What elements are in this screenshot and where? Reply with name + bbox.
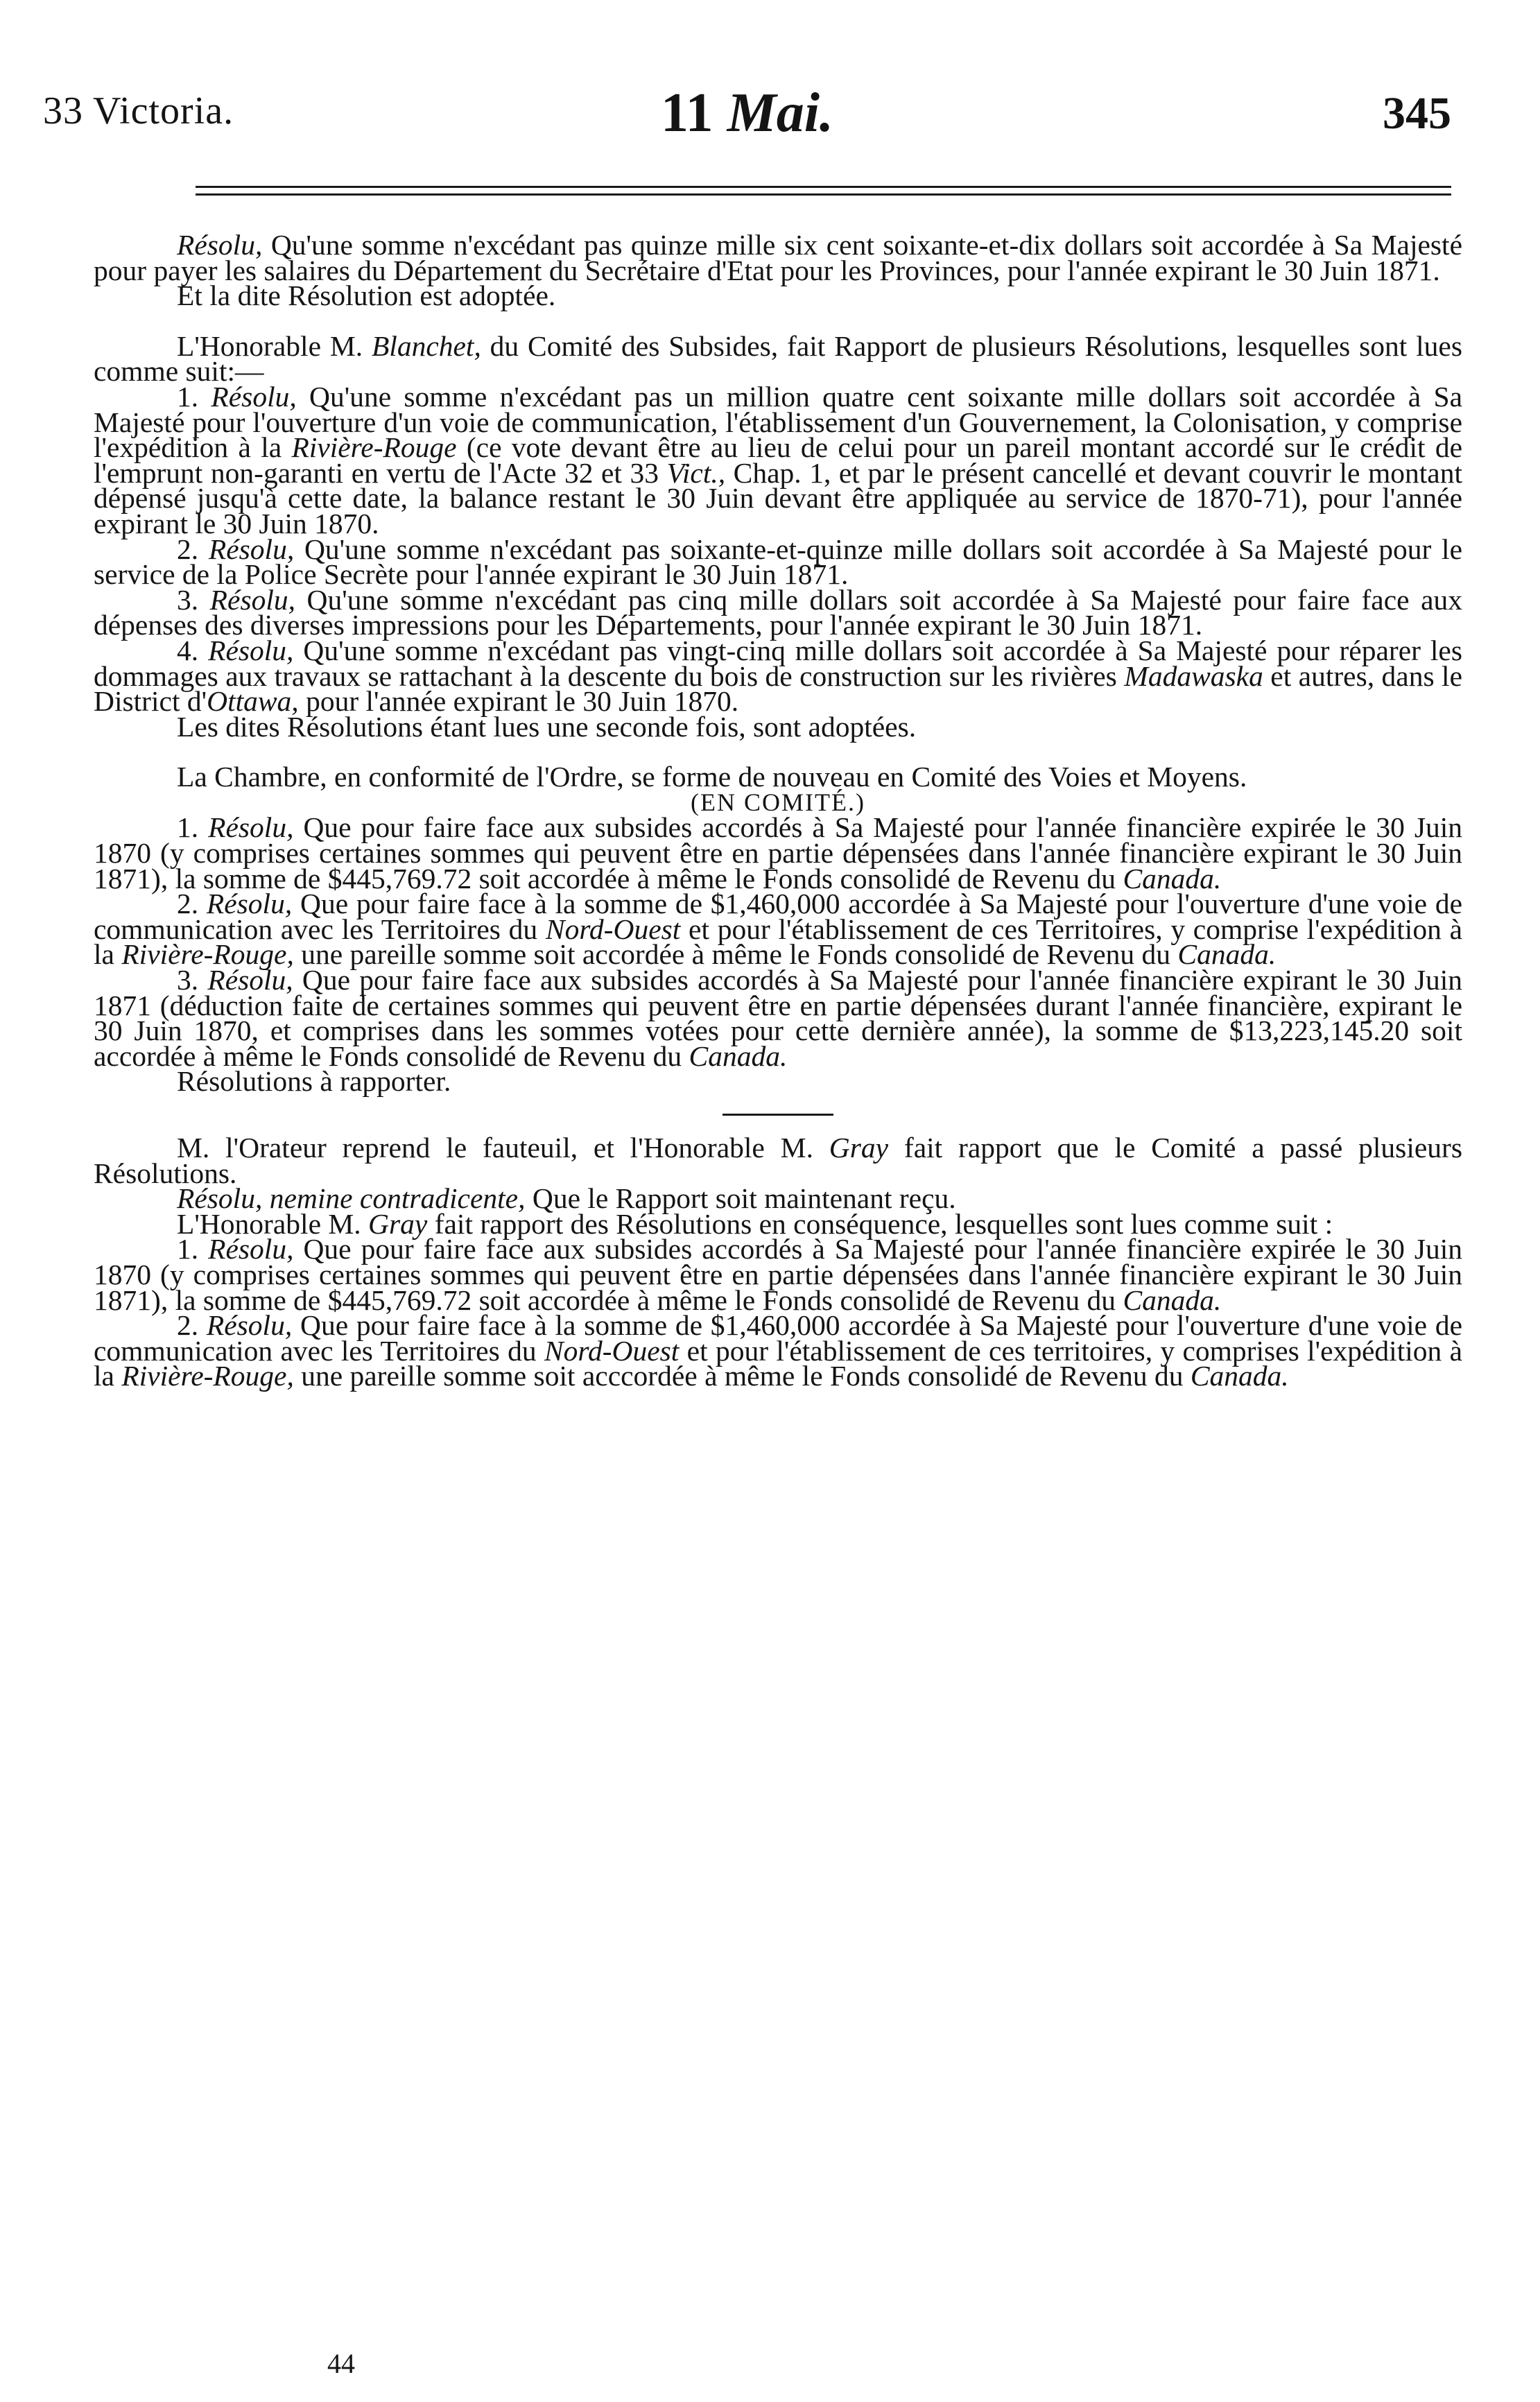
resolution-1: 1. Résolu, Qu'une somme n'excédant pas un million quatre cent soixante mille dollars soit accordée à Sa Majesté pour l'ouverture d'un voie de communication, l'établissement d'un Gouvernement, la Colonisation, y comprise l'expédition à la Rivière-Rouge (ce vote devant être au lieu de celui pour un pareil montant accordé sur le crédit de l'emprunt non-garanti en vertu de l'Acte 32 et 33 Vict., Chap. 1, et par le présent cancellé et devant couvrir le montant dépensé jusqu'à cette date, la balance restant le 30 Juin devant être appliquée au service de 1870-71), pour l'année expirant le 30 Juin 1870.	[94, 380, 1462, 539]
paragraph-gray-report: L'Honorable M. Gray fait rapport des Résolutions en conséquence, lesquelles sont lues comme suit :	[177, 1207, 1333, 1240]
comite-resolution-2: 2. Résolu, Que pour faire face à la somme de $1,460,000 accordée à Sa Majesté pour l'ouverture d'une voie de communication avec les Territoires du Nord-Ouest et pour l'établissement de ces Territoires, y comprise l'expédition à la Rivière-Rouge, une pareille somme soit accordée à même le Fonds consolidé de Revenu du Canada.	[94, 888, 1462, 971]
paragraph-orateur: M. l'Orateur reprend le fauteuil, et l'Honorable M. Gray fait rapport que le Comité a passé plusieurs Résolutions.	[94, 1132, 1462, 1189]
session-label: 33 Victoria.	[43, 89, 234, 132]
section-divider	[723, 1114, 833, 1116]
member-name: Blanchet,	[371, 329, 481, 362]
resolution-4: 4. Résolu, Qu'une somme n'excédant pas vingt-cinq mille dollars soit accordée à Sa Majesté pour réparer les dommages aux travaux se rattachant à la descente du bois de construction sur les rivières Madawaska et autres, dans le District d'Ottawa, pour l'année expirant le 30 Juin 1870.	[94, 634, 1462, 718]
comite-resolution-3: 3. Résolu, Que pour faire face aux subsides accordés à Sa Majesté pour l'année financière expirant le 30 Juin 1871 (déduction faite de certaines sommes qui peuvent être en partie dépensées durant l'année financière, expirant le 30 Juin 1870, et comprises dans les sommes votées pour cette dernière année), la somme de $13,223,145.20 soit accordée à même le Fonds consolidé de Revenu du Canada.	[94, 964, 1462, 1072]
paragraph-adopted: Et la dite Résolution est adoptée.	[177, 279, 556, 312]
paragraph-blanchet-report: L'Honorable M. Blanchet, du Comité des Subsides, fait Rapport de plusieurs Résolutions, lesquelles sont lues comme suit:—	[94, 329, 1462, 388]
page-number: 345	[1383, 88, 1451, 139]
date-day: 11	[661, 83, 713, 144]
date-month: Mai.	[727, 83, 833, 144]
page-header	[43, 82, 1451, 158]
en-comite-heading: (EN COMITÉ.)	[691, 788, 865, 816]
paragraph-chambre: La Chambre, en conformité de l'Ordre, se forme de nouveau en Comité des Voies et Moyens.	[177, 761, 1247, 793]
final-resolution-1: 1. Résolu, Que pour faire face aux subsides accordés à Sa Majesté pour l'année financière expirée le 30 Juin 1870 (y comprises certaines sommes qui peuvent être en partie dépensées dans l'année financière expirant le 30 Juin 1871), la somme de $445,769.72 soit accordée à même le Fonds consolidé de Revenu du Canada.	[94, 1233, 1463, 1316]
page-date	[43, 82, 1451, 145]
paragraph-rapporter: Résolutions à rapporter.	[177, 1065, 451, 1098]
resolution-2: 2. Résolu, Qu'une somme n'excédant pas soixante-et-quinze mille dollars soit accordée à Sa Majesté pour le service de la Police Secrète pour l'année expirant le 30 Juin 1871.	[94, 533, 1463, 591]
paragraph-nemine: Résolu, nemine contradicente, Que le Rapport soit maintenant reçu.	[177, 1182, 956, 1215]
signature-mark: 44	[327, 2348, 355, 2379]
page-body	[94, 229, 1463, 1392]
paragraph-second-reading: Les dites Résolutions étant lues une seconde fois, sont adoptées.	[177, 710, 917, 743]
paragraph-resolution-salaries: Résolu, Qu'une somme n'excédant pas quinze mille six cent soixante-et-dix dollars soit accordée à Sa Majesté pour payer les salaires du Département du Secrétaire d'Etat pour les Provinces, pour l'année expirant le 30 Juin 1871.	[94, 229, 1462, 286]
header-rule-bottom	[196, 193, 1451, 196]
comite-resolution-1: 1. Résolu, Que pour faire face aux subsides accordés à Sa Majesté pour l'année financière expirée le 30 Juin 1870 (y comprises certaines sommes qui peuvent être en partie dépensées dans l'année financière expirant le 30 Juin 1871), la somme de $445,769.72 soit accordée à même le Fonds consolidé de Revenu du Canada.	[94, 811, 1463, 895]
resolution-3: 3. Résolu, Qu'une somme n'excédant pas cinq mille dollars soit accordée à Sa Majesté pour faire face aux dépenses des diverses impressions pour les Départements, pour l'année expirant le 30 Juin 1871.	[94, 583, 1463, 641]
resolu-lead: Résolu,	[177, 229, 263, 261]
header-rule-top	[196, 186, 1451, 188]
final-resolution-2: 2. Résolu, Que pour faire face à la somme de $1,460,000 accordée à Sa Majesté pour l'ouverture d'une voie de communication avec les Territoires du Nord-Ouest et pour l'établissement de ces territoires, y comprises l'expédition à la Rivière-Rouge, une pareille somme soit acccordée à même le Fonds consolidé de Revenu du Canada.	[94, 1309, 1462, 1392]
